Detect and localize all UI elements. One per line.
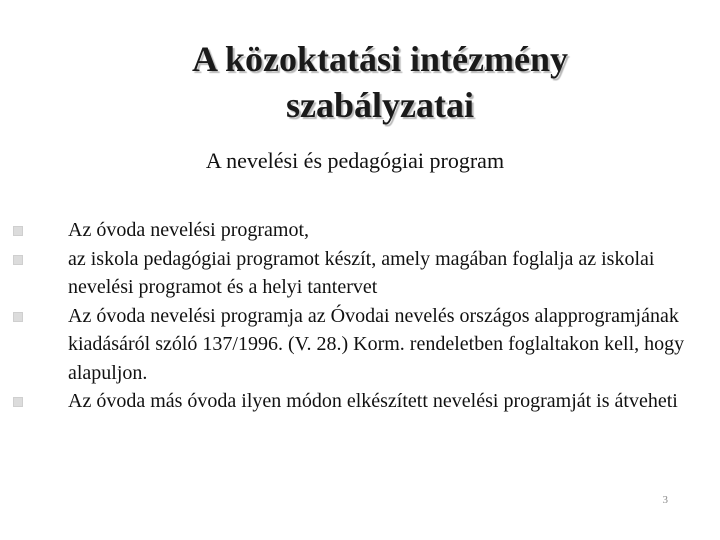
square-bullet-icon [13, 397, 23, 407]
slide-title [80, 36, 680, 128]
bullet-item [68, 245, 688, 302]
square-bullet-icon [13, 226, 23, 236]
bullet-text: az iskola pedagógiai programot készít, amely magában foglalja az iskolai nevelési programot és a helyi tantervet [68, 247, 655, 298]
bullet-text: Az óvoda nevelési programja az Óvodai nevelés országos alapprogramjának kiadásáról szóló 137/1996. (V. 28.) Korm. rendeletben foglaltakon kell, hogy alapuljon. [68, 304, 685, 384]
bullet-item [68, 302, 688, 388]
bullet-item [68, 387, 688, 416]
square-bullet-icon [13, 312, 23, 322]
page-number: 3 [662, 494, 668, 506]
bullet-text: Az óvoda más óvoda ilyen módon elkészített nevelési programját is átveheti [68, 390, 678, 412]
slide-title-line-1: A közoktatási intézmény [192, 39, 568, 79]
bullet-list [68, 216, 688, 416]
slide-title-line-2: szabályzatai [286, 85, 474, 125]
bullet-text: Az óvoda nevelési programot, [68, 219, 310, 241]
slide-subtitle: A nevelési és pedagógiai program [205, 148, 505, 173]
bullet-item [68, 216, 688, 245]
square-bullet-icon [13, 255, 23, 265]
